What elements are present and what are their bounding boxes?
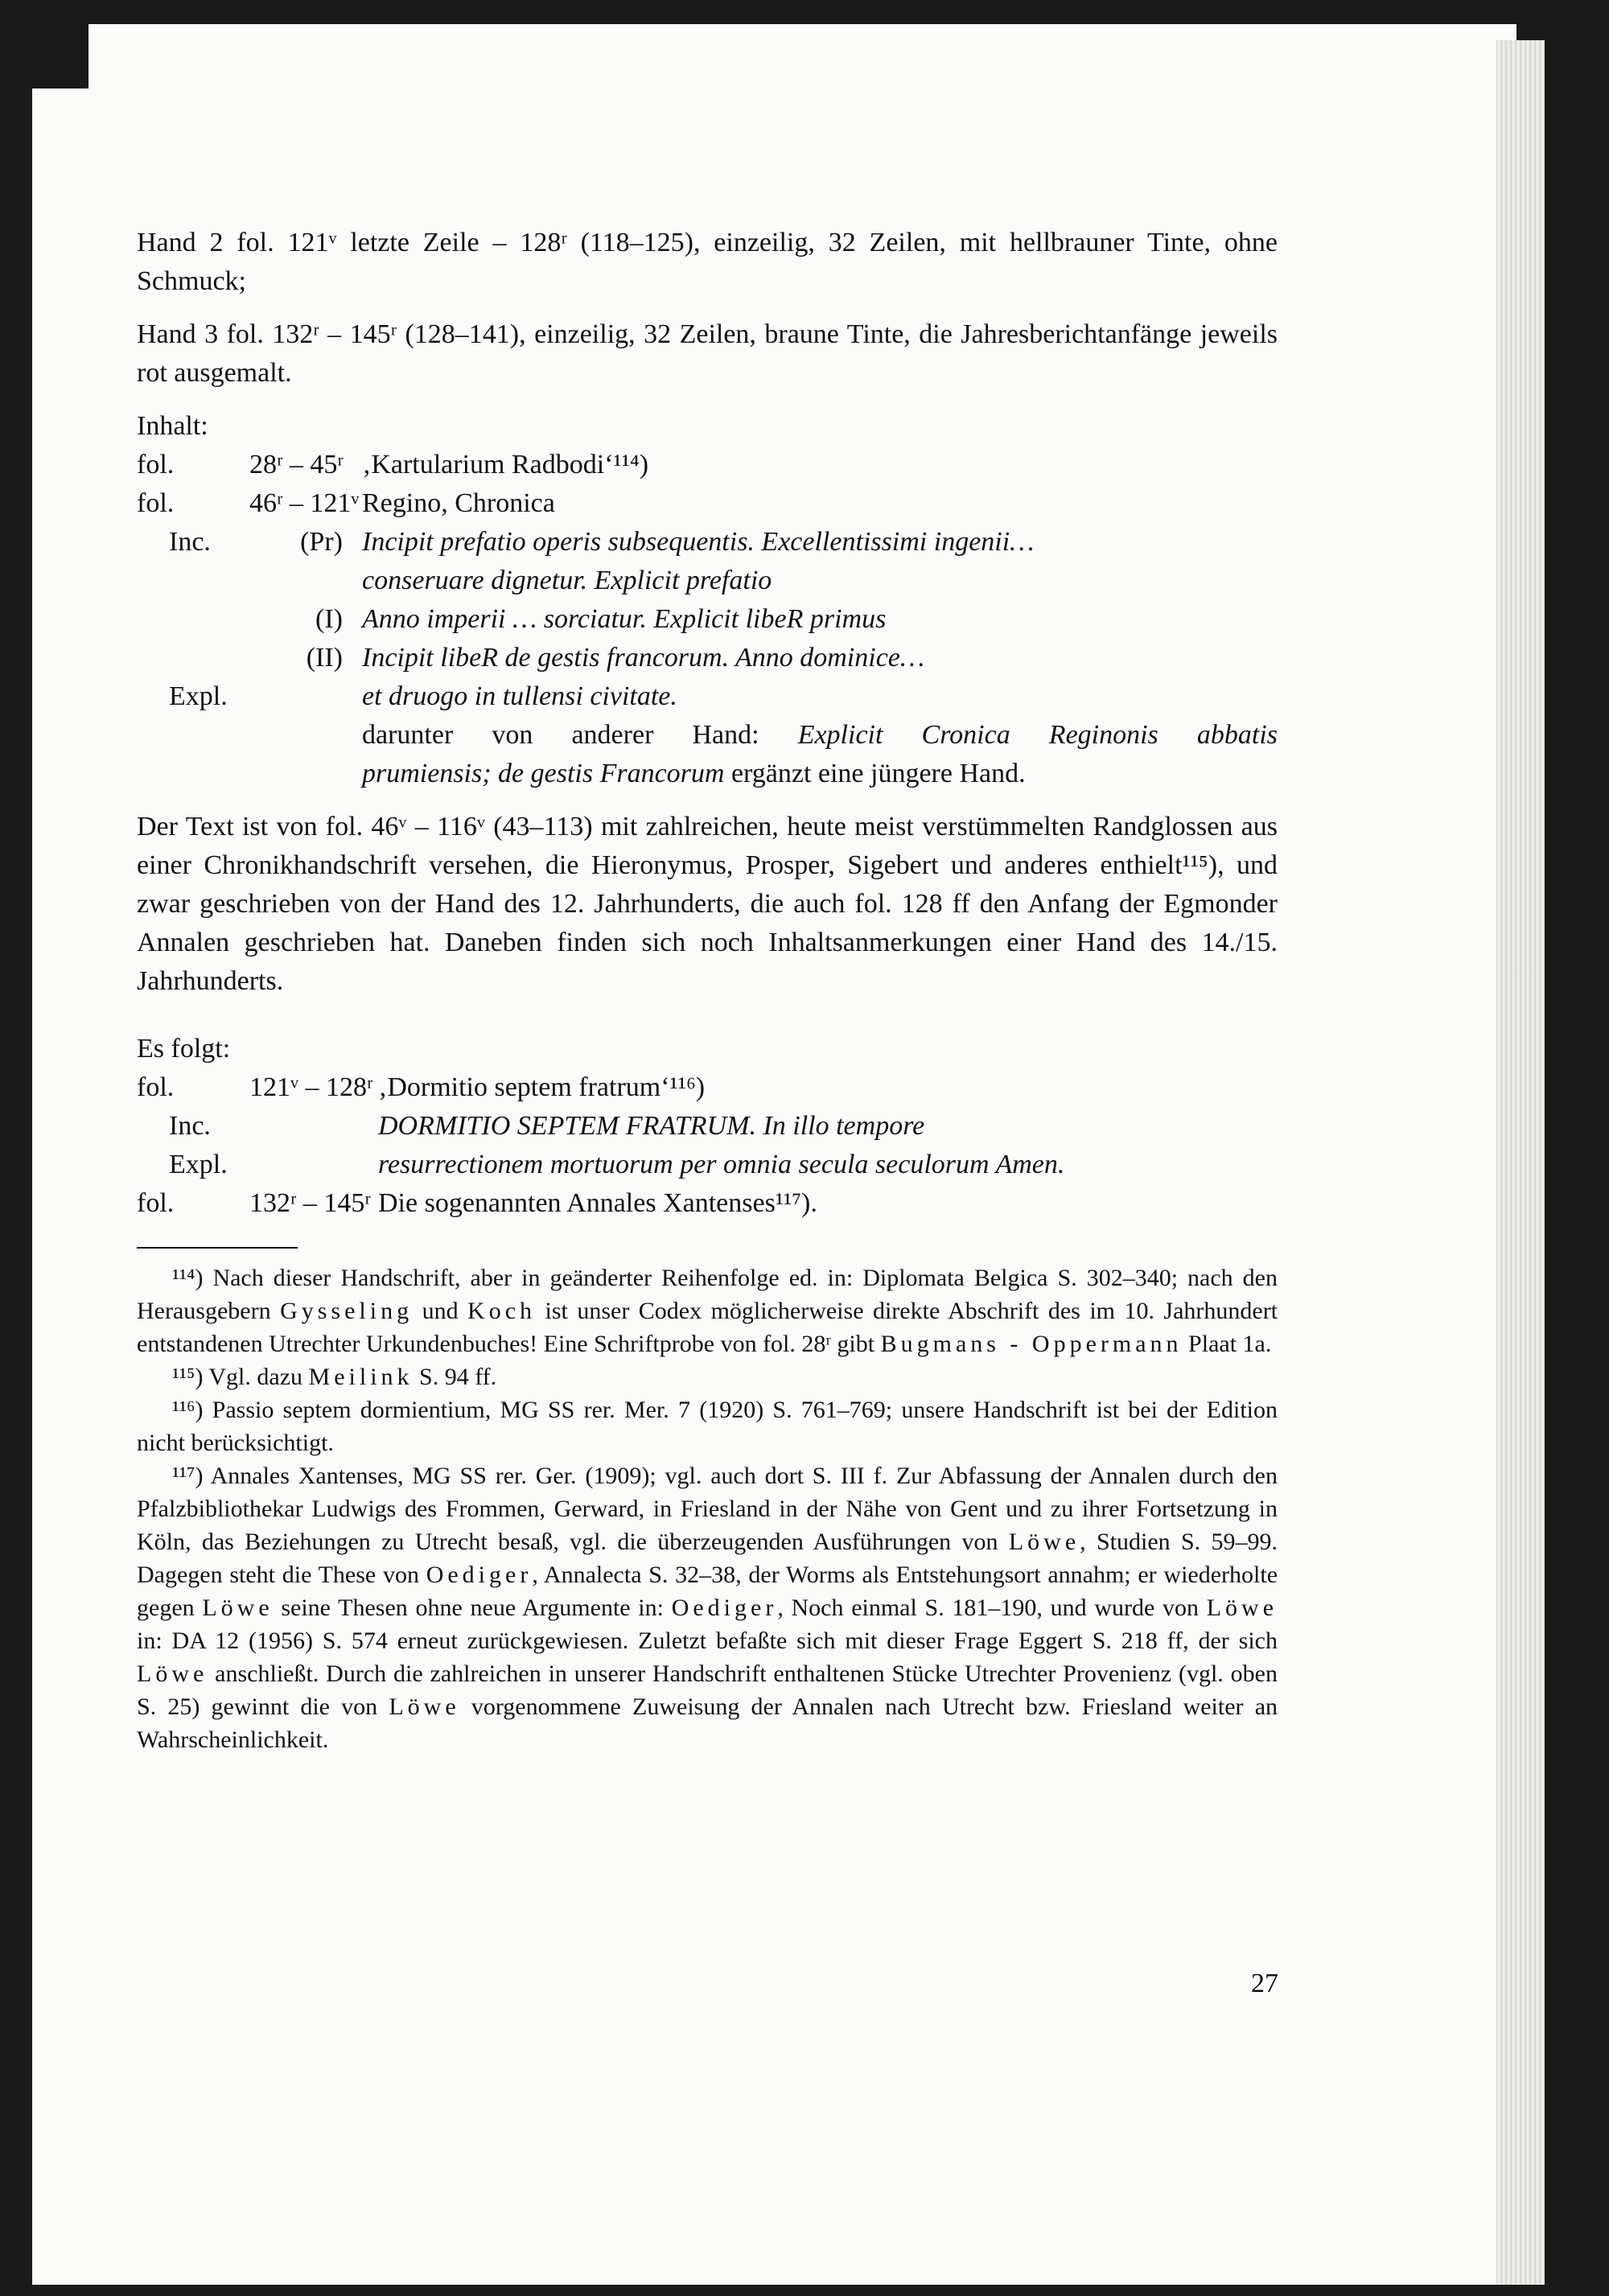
- footnote-114: ¹¹⁴) Nach dieser Handschrift, aber in geänderter Reihenfolge ed. in: Diplomata Belgica S. 302–340; nach den Herausgebern Gysseling und Koch ist unser Codex möglicherweise direkte Abschrift des im 10. Jahrhundert entstandenen Utrechter Urkundenbuches! Eine Schriftprobe von fol. 28ʳ gibt Bugmans - Oppermann Plaat 1a.: [137, 1265, 1278, 1357]
- footnote-116: ¹¹⁶) Passio septem dormientium, MG SS rer. Mer. 7 (1920) S. 761–769; unsere Handschrift ist bei der Edition nicht berücksichtigt.: [137, 1397, 1278, 1456]
- item-title: Die sogenannten Annales Xantenses¹¹⁷).: [378, 1188, 817, 1218]
- darunter-line: [137, 716, 1278, 755]
- explicit-text: et druogo in tullensi civitate.: [362, 681, 677, 711]
- author-name: Löwe: [389, 1693, 460, 1720]
- section-marker: (I): [315, 604, 343, 634]
- author-name: Meilink: [308, 1364, 414, 1390]
- dormitio-inc-row: [137, 1107, 1278, 1146]
- fol-range: 132ʳ – 145ʳ: [249, 1188, 371, 1218]
- fol-range: 121ᵛ – 128ʳ: [249, 1072, 373, 1102]
- fol-label: fol.: [137, 450, 175, 479]
- inc-label: Inc.: [169, 527, 211, 557]
- es-folgt-row: [137, 1068, 1278, 1107]
- author-name: Löwe: [1206, 1594, 1278, 1621]
- page-body: [137, 224, 1278, 1756]
- author-name: Bugmans - Oppermann: [880, 1331, 1183, 1357]
- expl-label: Expl.: [169, 681, 228, 711]
- regino-expl-row: [137, 677, 1278, 716]
- footnote-rule: [137, 1247, 298, 1249]
- author-name: Löwe: [1008, 1529, 1080, 1555]
- book2-text: Incipit libeR de gestis francorum. Anno dominice…: [362, 643, 925, 673]
- footnote-115: ¹¹⁵) Vgl. dazu Meilink S. 94 ff.: [172, 1364, 497, 1390]
- author-name: Gysseling: [280, 1298, 414, 1324]
- footnote-117: ¹¹⁷) Annales Xantenses, MG SS rer. Ger. (1909); vgl. auch dort S. III f. Zur Abfassung der Annalen durch den Pfalzbibliothekar Ludwigs des Frommen, Gerward, in Friesland in der Nähe von Gent und zu ihrer Fortsetzung in Köln, das Beziehungen zu Utrecht besaß, vgl. die überzeugenden Ausführungen von Löwe, Studien S. 59–99. Dagegen steht die These von Oediger, Annalecta S. 32–38, der Worms als Entstehungsort annahm; er wiederholte gegen Löwe seine Thesen ohne neue Argumente in: Oediger, Noch einmal S. 181–190, und wurde von Löwe in: DA 12 (1956) S. 574 erneut zurückgewiesen. Zuletzt befaßte sich mit dieser Frage Eggert S. 218 ff, der sich Löwe anschließt. Durch die zahlreichen in unserer Handschrift enthaltenen Stücke Utrechter Provenienz (vgl. oben S. 25) gewinnt die von Löwe vorgenommene Zuweisung der Annalen nach Utrecht bzw. Friesland weiter an Wahrscheinlichkeit.: [137, 1463, 1278, 1753]
- page-edges: [1496, 40, 1545, 2285]
- der-text-paragraph: Der Text ist von fol. 46ᵛ – 116ᵛ (43–113) mit zahlreichen, heute meist verstümmelten Randglossen aus einer Chronikhandschrift versehen, die Hieronymus, Prosper, Sigebert und anderes enthielt¹¹⁵), und zwar geschrieben von der Hand des 12. Jahrhunderts, die auch fol. 128 ff den Anfang der Egmonder Annalen geschrieben hat. Daneben finden sich noch Inhaltsanmerkungen einer Hand des 14./15. Jahrhunderts.: [137, 812, 1278, 996]
- dormitio-expl-row: [137, 1146, 1278, 1184]
- inhalt-row: [137, 446, 1278, 484]
- section-marker: (II): [306, 643, 343, 673]
- darunter-line-2: [137, 755, 1278, 793]
- hand3-paragraph: Hand 3 fol. 132ʳ – 145ʳ (128–141), einzeilig, 32 Zeilen, braune Tinte, die Jahresberichtanfänge jeweils rot ausgemalt.: [137, 319, 1278, 388]
- es-folgt-row: [137, 1184, 1278, 1223]
- item-title: ‚Kartularium Radbodi‘¹¹⁴): [362, 450, 649, 479]
- item-title: Regino, Chronica: [362, 488, 555, 518]
- darunter-text: darunter von anderer Hand:: [362, 720, 759, 750]
- regino-inc-row: [137, 523, 1278, 562]
- author-name: Koch: [467, 1298, 537, 1324]
- author-name: Oediger: [671, 1594, 778, 1621]
- incipit-continuation: conseruare dignetur. Explicit prefatio: [362, 566, 772, 595]
- fol-range: 46ʳ – 121ᵛ: [249, 488, 360, 518]
- page-corner-shadow: [0, 0, 88, 88]
- darunter-note: ergänzt eine jüngere Hand.: [730, 759, 1026, 788]
- es-folgt-label: Es folgt:: [137, 1034, 231, 1064]
- author-name: Oediger: [426, 1562, 533, 1588]
- fol-range: 28ʳ – 45ʳ: [249, 450, 344, 479]
- inhalt-label: Inhalt:: [137, 411, 208, 441]
- darunter-explicit: Explicit Cronica Reginonis abbatis: [797, 720, 1278, 750]
- inhalt-row: [137, 484, 1278, 523]
- inc-label: Inc.: [169, 1111, 211, 1141]
- incipit-text: DORMITIO SEPTEM FRATRUM. In illo tempore: [378, 1111, 925, 1141]
- book1-text: Anno imperii … sorciatur. Explicit libeR primus: [362, 604, 887, 634]
- fol-label: fol.: [137, 1072, 175, 1102]
- darunter-explicit-cont: prumiensis; de gestis Francorum: [362, 759, 725, 788]
- author-name: Löwe: [202, 1594, 274, 1621]
- fol-label: fol.: [137, 1188, 175, 1218]
- fol-label: fol.: [137, 488, 175, 518]
- incipit-text: Incipit prefatio operis subsequentis. Excellentissimi ingenii…: [362, 527, 1035, 557]
- regino-book2-row: [137, 639, 1278, 677]
- regino-book1-row: [137, 600, 1278, 639]
- author-name: Löwe: [137, 1660, 208, 1687]
- expl-label: Expl.: [169, 1150, 228, 1179]
- page-number: 27: [1251, 1969, 1278, 1998]
- explicit-text: resurrectionem mortuorum per omnia secula seculorum Amen.: [378, 1150, 1065, 1179]
- hand2-paragraph: Hand 2 fol. 121ᵛ letzte Zeile – 128ʳ (118–125), einzeilig, 32 Zeilen, mit hellbrauner Tinte, ohne Schmuck;: [137, 228, 1278, 296]
- section-marker: (Pr): [300, 527, 343, 557]
- item-title: ‚Dormitio septem fratrum‘¹¹⁶): [378, 1072, 706, 1102]
